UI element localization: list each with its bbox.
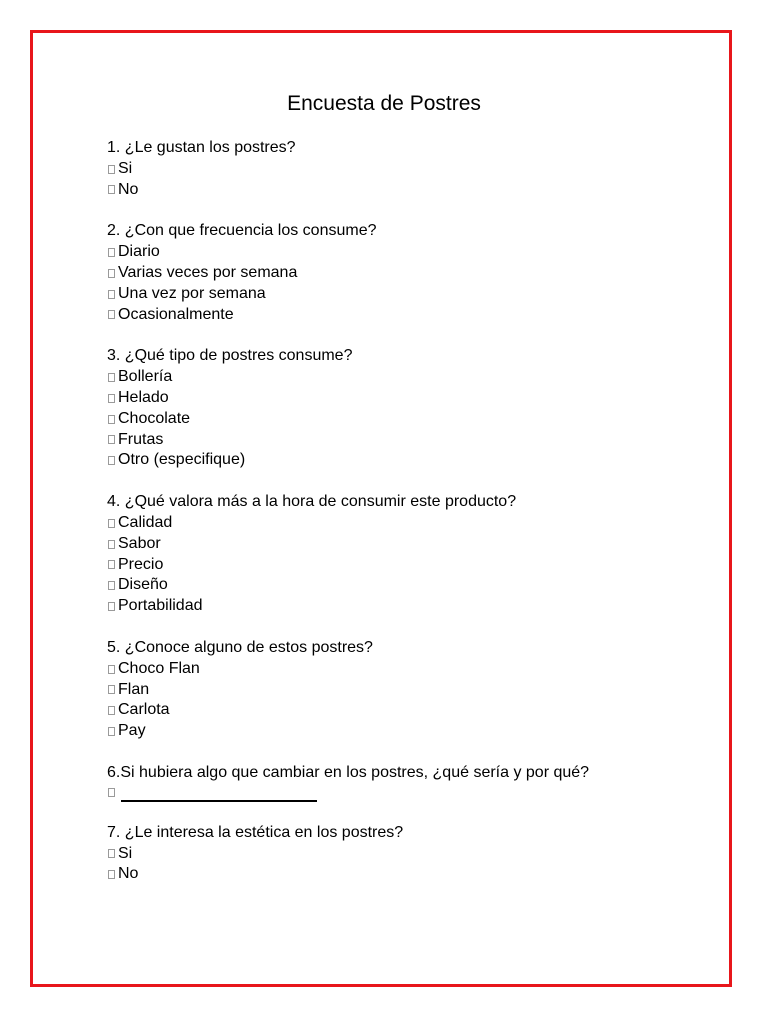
option-label: Frutas [118,430,164,448]
checkbox-icon[interactable] [108,248,115,257]
option-label: No [118,180,139,198]
question-text: 5. ¿Conoce alguno de estos postres? [107,638,373,656]
option-pay[interactable] [107,721,707,742]
checkbox-icon[interactable] [108,456,115,465]
option-ocasionalmente[interactable] [107,305,707,326]
checkbox-icon[interactable] [108,788,115,797]
question-2 [107,221,707,325]
option-label: Portabilidad [118,597,203,615]
option-label: Sabor [118,534,161,552]
option-una-vez[interactable] [107,284,707,305]
survey-body [107,138,707,906]
question-5 [107,638,707,742]
checkbox-icon[interactable] [108,727,115,736]
option-varias-veces[interactable] [107,263,707,284]
answer-blank-line[interactable] [121,784,317,802]
option-bolleria[interactable] [107,367,707,388]
option-label: Bollería [118,368,173,386]
option-si[interactable] [107,159,707,180]
option-label: Precio [118,555,164,573]
checkbox-icon[interactable] [108,581,115,590]
option-label: Calidad [118,513,173,531]
checkbox-icon[interactable] [108,870,115,879]
option-label: Carlota [118,701,170,719]
survey-title: Encuesta de Postres [287,92,481,115]
checkbox-icon[interactable] [108,394,115,403]
question-text: 2. ¿Con que frecuencia los consume? [107,222,377,240]
checkbox-icon[interactable] [108,269,115,278]
option-diario[interactable] [107,242,707,263]
option-label: Pay [118,722,146,740]
question-text: 6.Si hubiera algo que cambiar en los postres, ¿qué sería y por qué? [107,763,590,781]
option-label: Otro (especifique) [118,451,246,469]
checkbox-icon[interactable] [108,560,115,569]
checkbox-icon[interactable] [108,185,115,194]
checkbox-icon[interactable] [108,706,115,715]
question-4 [107,492,707,617]
option-label: Choco Flan [118,659,200,677]
option-choco-flan[interactable] [107,659,707,680]
checkbox-icon[interactable] [108,519,115,528]
option-carlota[interactable] [107,700,707,721]
checkbox-icon[interactable] [108,310,115,319]
option-si[interactable] [107,844,707,865]
question-text: 7. ¿Le interesa la estética en los postres? [107,823,404,841]
checkbox-icon[interactable] [108,165,115,174]
question-6 [107,763,707,802]
question-1 [107,138,707,200]
option-label: Ocasionalmente [118,305,234,323]
checkbox-icon[interactable] [108,435,115,444]
option-label: Varias veces por semana [118,263,298,281]
checkbox-icon[interactable] [108,290,115,299]
checkbox-icon[interactable] [108,415,115,424]
question-text: 4. ¿Qué valora más a la hora de consumir este producto? [107,493,517,511]
option-otro[interactable] [107,450,707,471]
option-label: Una vez por semana [118,284,266,302]
checkbox-icon[interactable] [108,540,115,549]
option-diseno[interactable] [107,575,707,596]
option-label: Si [118,159,133,177]
open-answer[interactable] [107,784,707,802]
checkbox-icon[interactable] [108,849,115,858]
option-flan[interactable] [107,680,707,701]
option-label: Diario [118,243,160,261]
option-no[interactable] [107,180,707,201]
option-calidad[interactable] [107,513,707,534]
option-label: Helado [118,388,169,406]
question-3 [107,346,707,471]
option-frutas[interactable] [107,430,707,451]
option-label: Flan [118,680,150,698]
option-portabilidad[interactable] [107,596,707,617]
question-text: 1. ¿Le gustan los postres? [107,139,296,156]
question-7 [107,823,707,885]
option-label: Si [118,844,133,862]
checkbox-icon[interactable] [108,665,115,674]
option-sabor[interactable] [107,534,707,555]
question-text: 3. ¿Qué tipo de postres consume? [107,347,353,365]
option-helado[interactable] [107,388,707,409]
option-chocolate[interactable] [107,409,707,430]
checkbox-icon[interactable] [108,685,115,694]
option-precio[interactable] [107,555,707,576]
option-label: Chocolate [118,409,191,427]
option-label: No [118,865,139,883]
checkbox-icon[interactable] [108,602,115,611]
checkbox-icon[interactable] [108,373,115,382]
option-label: Diseño [118,576,168,594]
option-no[interactable] [107,864,707,885]
